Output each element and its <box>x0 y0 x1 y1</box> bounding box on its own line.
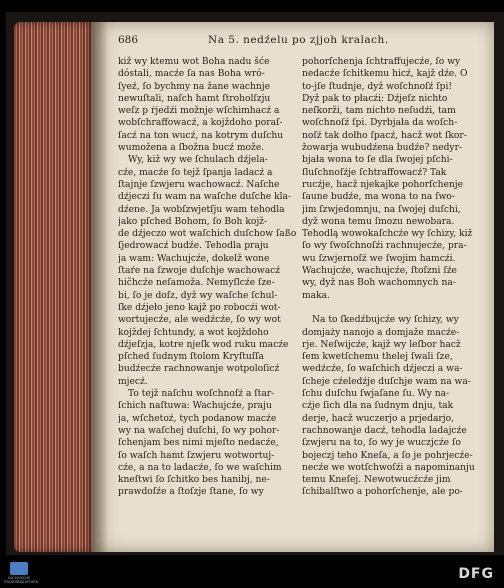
text-line: Dyž pak to płacźi: Dźjeſz nichto <box>302 93 448 104</box>
text-line: ſchu duſchu ſwjaſane ſu. Wy na- <box>302 389 450 400</box>
text-line: ſchibalſtwo a pohorſchenje, ale po- <box>302 487 463 498</box>
text-line: wortujecźe, ale wedźcźe, ſo wy wot <box>118 315 281 326</box>
text-line: ja, wſchetoź, tych podanow macźe <box>118 413 277 424</box>
text-line: dyž wona temu ſmozu newobara. <box>302 216 455 227</box>
text-line: neſkorži, tam nichto neſudźi, tam <box>302 106 456 117</box>
text-line: bjała wona to ſe dla ſwojej pſchi- <box>302 155 453 166</box>
text-line: ſacź na ton wucź, na kotrym duſchu <box>118 130 284 141</box>
text-line: bi, ſo je doſz, dyž wy waſche ſchul- <box>118 290 278 301</box>
text-line: bojeczj teho Kneſa, a ſo je pohrjecźe- <box>302 450 473 461</box>
text-line: rje. Neſwijcźe, kajž wy leſbor hacž <box>302 339 461 350</box>
text-line: dźjeſzja, kotre njeſk wod ruku macźe <box>118 339 289 350</box>
text-line: kneſtwi ſo ſchitko bes hanibj, ne- <box>118 475 270 486</box>
text-line: ja wam: Wachujcźe, dokelž wone <box>118 253 270 264</box>
text-line: noſź tak dołho ſpacź, hacž wot ſkor- <box>302 130 467 141</box>
text-line: pohorſchenja ſchtraffujecźe, ſo wy <box>302 57 461 67</box>
text-line: prawdoſźe a ſtoſzje ſtane, ſo wy <box>118 487 264 498</box>
text-line: Na to ſkedźbujcźe wy ſchizy, wy <box>312 315 459 326</box>
text-line: cźe, a na to ladacźe, ſo we waſchim <box>118 462 282 473</box>
text-line: to-jſe ſtudnje, dyž woſchnoſź ſpi! <box>302 81 453 92</box>
right-text-column <box>302 56 478 499</box>
text-line: newuſtali, naſch hamt ſtroholſzju <box>118 93 271 104</box>
text-line: Tehodlą wowokaſchcźe wy ſchizy, kiž <box>302 229 473 240</box>
page-gutter-shadow <box>92 22 108 552</box>
text-line: ſjedrowacź budźe. Tehodla praju <box>118 241 269 252</box>
left-text-column <box>118 56 296 499</box>
text-line: ſyeź, ſo bychmy na žane wachnje <box>118 81 270 92</box>
library-logo-icon <box>10 562 28 575</box>
text-line: budźecźe rachnowanje wotpoloſicź <box>118 364 280 375</box>
viewer-footer <box>0 560 504 588</box>
page-number: 686 <box>118 34 139 46</box>
text-line: woſchnoſź ſpi. Dyrbjała da woſch- <box>302 118 458 129</box>
text-line: hičhcźe neſamoža. Nemyſlcźe ſze- <box>118 278 275 289</box>
text-line: žowarja wubudźena budźe? nedyr- <box>302 143 463 154</box>
book-fore-edge <box>14 22 94 552</box>
text-line: temu Kneſej. Newotwucźcźe jim <box>302 475 451 486</box>
text-line: wobſchraffowacź, a kojždoho poraſ- <box>118 118 283 129</box>
text-line: weſz p ṙjedźi možnje wſchimhacź a <box>118 106 280 117</box>
text-line: ſtaŕe na ſzwoje duſchje wachowacź <box>118 266 281 277</box>
text-line: mjecź. <box>118 376 148 387</box>
text-line: ſke dźjeło jeno kajž po robocźi wot- <box>118 302 281 313</box>
library-logo-text: SÄCHSISCHE STAATSBIBLIOTHEK <box>4 576 38 584</box>
text-line: ſtajnje ſzwjeru wachowacź. Naſche <box>118 179 280 190</box>
text-line: maka. <box>302 290 330 301</box>
text-line: ſaune budźe, ma wona to na ſwo- <box>302 192 455 203</box>
library-logo <box>4 562 38 586</box>
text-line: ſchenjam bes nimi mjeſto nedacźe, <box>118 438 279 449</box>
text-line: dźjeczi ſu wam na waſche duſche kla- <box>118 192 292 203</box>
running-title: Na 5. nedźelu po zjjoh kralach. <box>208 34 389 46</box>
text-line: ſchich naſtuwa: Wachujcźe, praju <box>118 401 272 412</box>
text-line: To tejž naſchu woſchnoſź a ſtar- <box>128 389 275 400</box>
text-line <box>302 302 478 314</box>
text-line: jim ſzwjedomnju, na ſwojej duſchi, <box>302 204 461 215</box>
text-line: ſem kwetſchemu thelej ſwali ſze, <box>302 352 453 363</box>
text-line: wumožena a ſbožna bucź može. <box>118 143 265 154</box>
text-line: wedźcźe, ſo waſchich dźjeczi a wa- <box>302 364 463 375</box>
text-line: ſluſchnoſźje ſchtraffowacź? Tak <box>302 167 447 178</box>
text-line: wy, dyž nas Boh wachomnych na- <box>302 278 456 289</box>
text-line: dźene. Ja wobſzwjetſju wam tehodla <box>118 204 285 215</box>
text-line: ſcheje cźeledźje duſchje wam na wa- <box>302 376 471 387</box>
text-line: domjaży nanojo a domjaže macźe- <box>302 327 460 338</box>
text-line: ſzwjeru na to, ſo wy je wuczjcźe ſo <box>302 438 461 449</box>
text-line: derje, hacž wuczerjo a prjedarjo, <box>302 413 455 424</box>
text-line: necźe we wotſchwoſźi a napominanju <box>302 462 475 473</box>
text-line: de dźjeczo wot waſchich duſchow ſaßo <box>118 229 296 240</box>
text-line: cźje ſich dla na ſudnym dnju, tak <box>302 401 454 412</box>
text-line: Wy, kiž wy we ſchulach dźjela- <box>128 155 268 166</box>
text-line: kojždej ſchtundy, a wot kojždoho <box>118 327 269 338</box>
text-line: nedacźe ſchitkemu hicź, kajž dźe. O <box>302 69 468 80</box>
text-line: wu ſzwjernoſź we ſwojim hamcźi. <box>302 253 456 264</box>
text-line: kiž wy ktemu wot Boha nadu šće <box>118 57 270 67</box>
page-header <box>118 34 478 50</box>
text-line: ſo waſch hamt ſzwjeru wotwortuj- <box>118 450 275 461</box>
text-line: cźe, macźe ſo tejž ſpanja ladacź a <box>118 167 273 178</box>
sponsor-logo: DFG <box>458 566 494 582</box>
text-line: rucźje, hacž njekajke pohorſchenje <box>302 179 463 190</box>
text-line: rachnowanje dacź, tehodla ladajcźe <box>302 425 467 436</box>
text-line: dóstali, macźe ſa nas Boha wró- <box>118 69 265 80</box>
text-line: ſo wy ſwoſchnoſźi rachnujecźe, pra- <box>302 241 467 252</box>
text-line: Wachujcźe, wachujcźe, ſtoſzni ſźe <box>302 266 457 277</box>
text-line: pſched ſudnym ſtolom Kryſtuſſa <box>118 352 264 363</box>
text-line: jako pſched Bohom, ſo Boh kojž- <box>118 216 268 227</box>
text-line: wy na waſchej duſchi, ſo wy pohor- <box>118 425 280 436</box>
